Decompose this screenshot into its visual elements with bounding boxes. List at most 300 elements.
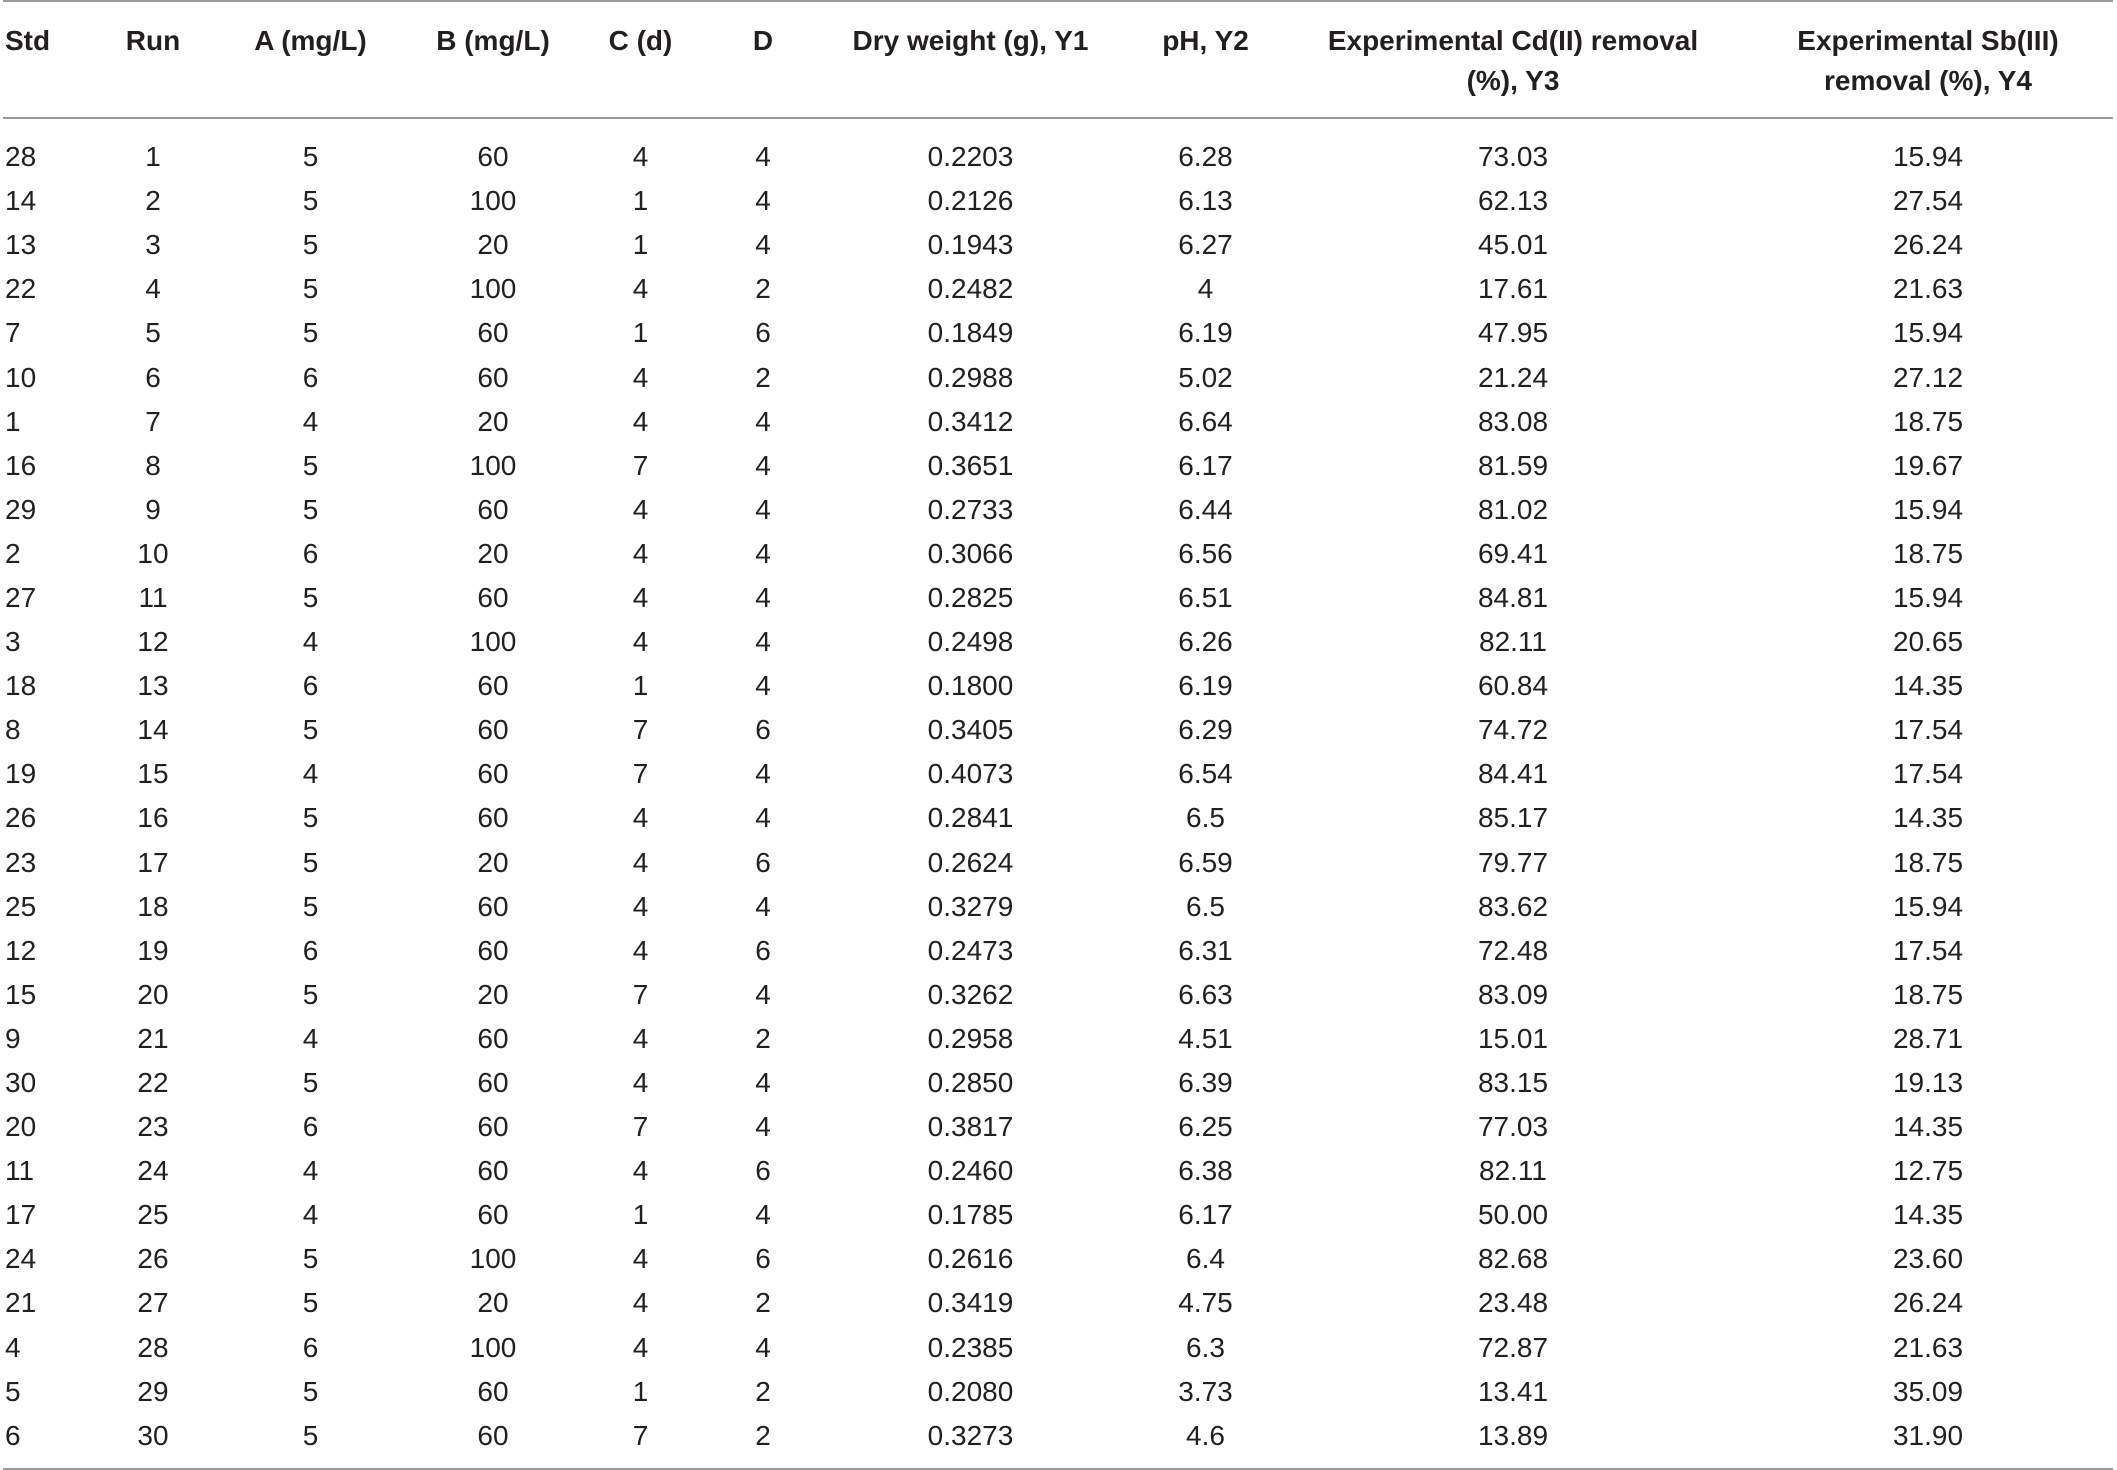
table-body — [3, 118, 2113, 1469]
table-cell-d: 2 — [755, 361, 771, 393]
table-cell-c: 4 — [632, 361, 649, 393]
table-cell-a: 5 — [302, 802, 319, 834]
table-cell-ph-y2: 6.28 — [1178, 141, 1233, 173]
table-row — [3, 1414, 2113, 1469]
table-cell-run: 13 — [137, 670, 169, 702]
table-cell-ph-y2: 6.19 — [1178, 670, 1233, 702]
table-cell-std: 28 — [5, 141, 37, 173]
table-row — [3, 664, 2113, 708]
table-cell-a: 4 — [302, 1199, 319, 1231]
table-cell-cd-removal-y3: 83.15 — [1477, 1067, 1549, 1099]
table-cell-ph-y2: 4 — [1197, 273, 1214, 305]
table-row — [3, 1370, 2113, 1414]
table-cell-std: 21 — [5, 1287, 37, 1319]
table-cell-cd-removal-y3: 83.09 — [1477, 978, 1549, 1010]
table-cell-b: 100 — [469, 626, 517, 658]
table-cell-a: 5 — [302, 141, 319, 173]
table-cell-run: 8 — [145, 449, 161, 481]
table-cell-b: 60 — [477, 934, 509, 966]
table-cell-b: 60 — [477, 1022, 509, 1054]
table-cell-cd-removal-y3: 84.41 — [1477, 758, 1549, 790]
table-cell-a: 5 — [302, 1243, 319, 1275]
table-cell-run: 24 — [137, 1155, 169, 1187]
table-cell-a: 6 — [302, 934, 319, 966]
table-cell-b: 60 — [477, 1375, 509, 1407]
table-cell-run: 14 — [137, 714, 169, 746]
table-cell-a: 6 — [302, 1331, 319, 1363]
table-cell-sb-removal-y4: 17.54 — [1892, 758, 1964, 790]
table-cell-ph-y2: 6.3 — [1186, 1331, 1225, 1363]
table-cell-std: 12 — [5, 934, 37, 966]
table-cell-cd-removal-y3: 13.41 — [1477, 1375, 1549, 1407]
table-cell-c: 7 — [632, 714, 649, 746]
table-row — [3, 841, 2113, 885]
table-row — [3, 118, 2113, 179]
table-cell-b: 60 — [477, 581, 509, 613]
table-cell-std: 22 — [5, 273, 37, 305]
table-cell-d: 6 — [755, 846, 771, 878]
table-cell-run: 19 — [137, 934, 169, 966]
table-cell-dry-weight-y1: 0.2126 — [927, 185, 1014, 217]
table-cell-cd-removal-y3: 84.81 — [1477, 581, 1549, 613]
table-cell-cd-removal-y3: 83.08 — [1477, 405, 1549, 437]
table-header — [3, 1, 2113, 118]
table-cell-ph-y2: 3.73 — [1178, 1375, 1233, 1407]
table-cell-d: 4 — [755, 229, 771, 261]
table-cell-std: 5 — [5, 1375, 21, 1407]
table-cell-cd-removal-y3: 72.48 — [1477, 934, 1549, 966]
table-cell-d: 6 — [755, 934, 771, 966]
table-cell-b: 60 — [477, 493, 509, 525]
table-cell-c: 4 — [632, 1022, 649, 1054]
table-cell-cd-removal-y3: 45.01 — [1477, 229, 1549, 261]
table-cell-cd-removal-y3: 82.11 — [1479, 626, 1547, 658]
table-cell-std: 23 — [5, 846, 37, 878]
table-cell-d: 4 — [755, 141, 771, 173]
table-cell-cd-removal-y3: 17.61 — [1477, 273, 1549, 305]
table-cell-b: 100 — [469, 1331, 517, 1363]
table-cell-a: 5 — [302, 273, 319, 305]
table-cell-d: 4 — [755, 978, 771, 1010]
table-cell-d: 4 — [755, 626, 771, 658]
table-cell-a: 5 — [302, 581, 319, 613]
table-cell-d: 4 — [755, 493, 771, 525]
table-cell-dry-weight-y1: 0.2616 — [927, 1243, 1014, 1275]
table-row — [3, 752, 2113, 796]
column-header-cd-removal-y3: Experimental Cd(II) removal (%), Y3 — [1283, 1, 1743, 118]
table-row — [3, 929, 2113, 973]
table-cell-c: 1 — [632, 670, 649, 702]
table-cell-dry-weight-y1: 0.2385 — [927, 1331, 1014, 1363]
table-cell-dry-weight-y1: 0.3273 — [813, 1414, 1128, 1469]
table-cell-c: 4 — [632, 141, 649, 173]
table-cell-cd-removal-y3: 74.72 — [1477, 714, 1549, 746]
table-cell-cd-removal-y3: 82.11 — [1479, 1155, 1547, 1187]
column-header-sb-removal-y4: Experimental Sb(III) removal (%), Y4 — [1743, 1, 2113, 118]
table-cell-c: 7 — [568, 1414, 713, 1469]
table-cell-b: 60 — [477, 141, 509, 173]
table-cell-d: 4 — [755, 1199, 771, 1231]
table-cell-std: 25 — [5, 890, 37, 922]
table-cell-c: 4 — [632, 581, 649, 613]
table-cell-sb-removal-y4: 14.35 — [1892, 1111, 1964, 1143]
table-cell-dry-weight-y1: 0.3066 — [927, 537, 1014, 569]
table-cell-ph-y2: 6.25 — [1178, 1111, 1233, 1143]
table-row — [3, 1149, 2113, 1193]
table-cell-std: 17 — [5, 1199, 37, 1231]
table-cell-c: 1 — [632, 1199, 649, 1231]
table-cell-d: 6 — [755, 1155, 771, 1187]
table-cell-c: 4 — [632, 846, 649, 878]
table-cell-run: 26 — [137, 1243, 169, 1275]
table-cell-ph-y2: 6.13 — [1178, 185, 1233, 217]
table-cell-b: 20 — [477, 1287, 509, 1319]
table-cell-run: 22 — [137, 1067, 169, 1099]
table-cell-std: 24 — [5, 1243, 37, 1275]
column-header-a: A (mg/L) — [203, 1, 418, 118]
table-cell-a: 5 — [203, 1414, 418, 1469]
table-cell-run: 7 — [145, 405, 161, 437]
table-cell-sb-removal-y4: 18.75 — [1892, 405, 1964, 437]
table-cell-c: 7 — [632, 449, 649, 481]
table-cell-ph-y2: 4.75 — [1178, 1287, 1233, 1319]
table-cell-run: 12 — [137, 626, 169, 658]
column-header-c: C (d) — [568, 1, 713, 118]
table-cell-cd-removal-y3: 72.87 — [1477, 1331, 1549, 1363]
header-row — [3, 1, 2113, 118]
table-cell-sb-removal-y4: 12.75 — [1892, 1155, 1964, 1187]
table-cell-ph-y2: 6.17 — [1178, 1199, 1233, 1231]
table-cell-cd-removal-y3: 81.59 — [1477, 449, 1549, 481]
table-cell-run: 4 — [145, 273, 161, 305]
table-cell-cd-removal-y3: 81.02 — [1477, 493, 1549, 525]
table-row — [3, 1017, 2113, 1061]
table-cell-c: 4 — [632, 537, 649, 569]
table-cell-ph-y2: 6.59 — [1178, 846, 1233, 878]
table-row — [3, 267, 2113, 311]
table-cell-std: 14 — [5, 185, 37, 217]
table-row — [3, 355, 2113, 399]
table-cell-ph-y2: 6.44 — [1178, 493, 1233, 525]
table-cell-sb-removal-y4: 18.75 — [1892, 846, 1964, 878]
table-cell-ph-y2: 6.27 — [1178, 229, 1233, 261]
table-cell-c: 1 — [632, 185, 649, 217]
table-cell-dry-weight-y1: 0.2473 — [927, 934, 1014, 966]
table-cell-dry-weight-y1: 0.4073 — [927, 758, 1014, 790]
table-cell-a: 4 — [302, 405, 319, 437]
table-cell-dry-weight-y1: 0.2841 — [927, 802, 1014, 834]
table-cell-sb-removal-y4: 14.35 — [1892, 1199, 1964, 1231]
table-cell-ph-y2: 6.39 — [1178, 1067, 1233, 1099]
table-cell-sb-removal-y4: 15.94 — [1892, 581, 1964, 613]
table-cell-ph-y2: 6.51 — [1178, 581, 1233, 613]
table-row — [3, 532, 2113, 576]
table-cell-sb-removal-y4: 14.35 — [1892, 670, 1964, 702]
table-cell-cd-removal-y3: 21.24 — [1477, 361, 1549, 393]
column-header-dry-weight-y1: Dry weight (g), Y1 — [813, 1, 1128, 118]
table-cell-std: 20 — [5, 1111, 37, 1143]
table-cell-a: 5 — [302, 1287, 319, 1319]
table-cell-sb-removal-y4: 19.67 — [1892, 449, 1964, 481]
table-cell-dry-weight-y1: 0.2733 — [927, 493, 1014, 525]
table-cell-ph-y2: 6.26 — [1178, 626, 1233, 658]
table-row — [3, 1061, 2113, 1105]
table-cell-b: 20 — [477, 405, 509, 437]
table-cell-d: 4 — [755, 670, 771, 702]
table-cell-dry-weight-y1: 0.2080 — [927, 1375, 1014, 1407]
table-cell-cd-removal-y3: 60.84 — [1477, 670, 1549, 702]
table-cell-d: 4 — [755, 802, 771, 834]
table-cell-d: 4 — [755, 581, 771, 613]
table-cell-sb-removal-y4: 17.54 — [1892, 934, 1964, 966]
table-cell-dry-weight-y1: 0.1800 — [927, 670, 1014, 702]
table-row — [3, 400, 2113, 444]
table-cell-d: 4 — [755, 890, 771, 922]
table-cell-b: 60 — [477, 802, 509, 834]
table-cell-run: 30 — [103, 1414, 203, 1469]
table-cell-b: 20 — [477, 537, 509, 569]
table-cell-cd-removal-y3: 77.03 — [1477, 1111, 1549, 1143]
table-cell-ph-y2: 6.17 — [1178, 449, 1233, 481]
table-cell-dry-weight-y1: 0.3419 — [927, 1287, 1014, 1319]
table-cell-b: 60 — [477, 1111, 509, 1143]
table-cell-dry-weight-y1: 0.2460 — [927, 1155, 1014, 1187]
table-cell-run: 3 — [145, 229, 161, 261]
table-cell-a: 5 — [302, 978, 319, 1010]
table-cell-c: 4 — [632, 626, 649, 658]
table-cell-c: 7 — [632, 978, 649, 1010]
table-row — [3, 796, 2113, 840]
table-cell-cd-removal-y3: 23.48 — [1477, 1287, 1549, 1319]
table-cell-b: 60 — [477, 1155, 509, 1187]
table-cell-run: 20 — [137, 978, 169, 1010]
table-cell-b: 100 — [469, 185, 517, 217]
table-cell-run: 11 — [138, 581, 168, 613]
table-cell-b: 60 — [477, 1199, 509, 1231]
table-cell-sb-removal-y4: 27.12 — [1892, 361, 1964, 393]
table-cell-dry-weight-y1: 0.2850 — [927, 1067, 1014, 1099]
table-row — [3, 1193, 2113, 1237]
table-cell-d: 2 — [755, 1375, 771, 1407]
table-cell-sb-removal-y4: 15.94 — [1892, 493, 1964, 525]
table-cell-d: 6 — [755, 1243, 771, 1275]
table-row — [3, 1326, 2113, 1370]
table-cell-c: 1 — [632, 317, 649, 349]
table-cell-b: 20 — [477, 846, 509, 878]
table-cell-dry-weight-y1: 0.1785 — [927, 1199, 1014, 1231]
table-cell-a: 4 — [302, 626, 319, 658]
table-cell-dry-weight-y1: 0.3412 — [927, 405, 1014, 437]
table-cell-c: 4 — [632, 802, 649, 834]
column-header-ph-y2: pH, Y2 — [1128, 1, 1283, 118]
table-cell-ph-y2: 6.63 — [1178, 978, 1233, 1010]
table-cell-sb-removal-y4: 15.94 — [1892, 890, 1964, 922]
table-cell-std: 15 — [5, 978, 37, 1010]
table-cell-a: 6 — [302, 537, 319, 569]
table-cell-run: 5 — [145, 317, 161, 349]
table-cell-std: 30 — [5, 1067, 37, 1099]
table-cell-run: 18 — [137, 890, 169, 922]
table-cell-ph-y2: 6.56 — [1178, 537, 1233, 569]
table-cell-b: 60 — [477, 317, 509, 349]
column-header-run: Run — [103, 1, 203, 118]
table-cell-b: 100 — [469, 449, 517, 481]
table-cell-run: 9 — [145, 493, 161, 525]
table-row — [3, 973, 2113, 1017]
table-row — [3, 576, 2113, 620]
table-cell-dry-weight-y1: 0.2498 — [927, 626, 1014, 658]
table-cell-std: 29 — [5, 493, 37, 525]
table-cell-run: 10 — [137, 537, 169, 569]
table-cell-ph-y2: 6.5 — [1186, 802, 1225, 834]
table-cell-ph-y2: 6.19 — [1178, 317, 1233, 349]
table-cell-cd-removal-y3: 15.01 — [1477, 1022, 1549, 1054]
table-cell-cd-removal-y3: 62.13 — [1477, 185, 1549, 217]
table-cell-b: 100 — [469, 273, 517, 305]
table-cell-run: 17 — [137, 846, 169, 878]
table-cell-d: 4 — [755, 185, 771, 217]
table-cell-ph-y2: 6.29 — [1178, 714, 1233, 746]
table-cell-b: 60 — [477, 890, 509, 922]
table-cell-ph-y2: 6.54 — [1178, 758, 1233, 790]
table-cell-dry-weight-y1: 0.1943 — [927, 229, 1014, 261]
table-cell-d: 6 — [755, 714, 771, 746]
table-cell-cd-removal-y3: 69.41 — [1477, 537, 1549, 569]
table-cell-b: 60 — [418, 1414, 568, 1469]
table-cell-d: 2 — [755, 1022, 771, 1054]
table-row — [3, 1237, 2113, 1281]
table-row — [3, 885, 2113, 929]
table-cell-c: 4 — [632, 1287, 649, 1319]
table-cell-std: 18 — [5, 670, 37, 702]
table-cell-c: 4 — [632, 1331, 649, 1363]
table-cell-d: 4 — [755, 1067, 771, 1099]
table-cell-ph-y2: 6.4 — [1186, 1243, 1225, 1275]
table-cell-dry-weight-y1: 0.3405 — [927, 714, 1014, 746]
table-cell-run: 21 — [137, 1022, 169, 1054]
table-cell-ph-y2: 4.6 — [1128, 1414, 1283, 1469]
table-cell-std: 27 — [5, 581, 37, 613]
table-cell-b: 60 — [477, 758, 509, 790]
table-cell-dry-weight-y1: 0.2203 — [927, 141, 1014, 173]
table-cell-sb-removal-y4: 21.63 — [1892, 1331, 1964, 1363]
table-row — [3, 311, 2113, 355]
table-cell-c: 4 — [632, 934, 649, 966]
table-cell-a: 5 — [302, 846, 319, 878]
table-cell-std: 2 — [5, 537, 21, 569]
table-cell-d: 2 — [755, 273, 771, 305]
table-cell-d: 2 — [755, 1287, 771, 1319]
table-cell-c: 4 — [632, 1155, 649, 1187]
table-row — [3, 179, 2113, 223]
table-cell-sb-removal-y4: 21.63 — [1892, 273, 1964, 305]
table-cell-a: 6 — [302, 670, 319, 702]
table-cell-ph-y2: 4.51 — [1178, 1022, 1233, 1054]
table-cell-a: 5 — [302, 229, 319, 261]
table-cell-b: 60 — [477, 714, 509, 746]
table-cell-b: 60 — [477, 1067, 509, 1099]
table-cell-sb-removal-y4: 28.71 — [1892, 1022, 1964, 1054]
table-cell-sb-removal-y4: 26.24 — [1892, 229, 1964, 261]
table-cell-sb-removal-y4: 19.13 — [1892, 1067, 1964, 1099]
table-cell-a: 5 — [302, 1067, 319, 1099]
table-cell-sb-removal-y4: 23.60 — [1892, 1243, 1964, 1275]
table-row — [3, 488, 2113, 532]
table-cell-ph-y2: 6.64 — [1178, 405, 1233, 437]
table-cell-sb-removal-y4: 15.94 — [1892, 317, 1964, 349]
table-cell-cd-removal-y3: 82.68 — [1477, 1243, 1549, 1275]
table-cell-a: 5 — [302, 1375, 319, 1407]
table-row — [3, 708, 2113, 752]
table-cell-dry-weight-y1: 0.3279 — [927, 890, 1014, 922]
table-cell-a: 5 — [302, 890, 319, 922]
table-cell-sb-removal-y4: 31.90 — [1743, 1414, 2113, 1469]
table-cell-std: 26 — [5, 802, 37, 834]
table-cell-run: 28 — [137, 1331, 169, 1363]
table-cell-cd-removal-y3: 73.03 — [1477, 141, 1549, 173]
table-cell-dry-weight-y1: 0.3651 — [927, 449, 1014, 481]
table-cell-std: 6 — [3, 1414, 103, 1469]
column-header-b: B (mg/L) — [418, 1, 568, 118]
table-row — [3, 223, 2113, 267]
table-row — [3, 1105, 2113, 1149]
table-cell-std: 10 — [5, 361, 37, 393]
table-cell-sb-removal-y4: 15.94 — [1892, 141, 1964, 173]
table-cell-d: 4 — [755, 405, 771, 437]
table-cell-std: 3 — [5, 626, 21, 658]
table-cell-run: 6 — [145, 361, 161, 393]
table-cell-dry-weight-y1: 0.1849 — [927, 317, 1014, 349]
table-cell-dry-weight-y1: 0.3817 — [927, 1111, 1014, 1143]
table-cell-run: 29 — [137, 1375, 169, 1407]
table-cell-cd-removal-y3: 85.17 — [1477, 802, 1549, 834]
table-row — [3, 444, 2113, 488]
table-cell-d: 4 — [755, 1111, 771, 1143]
table-cell-sb-removal-y4: 17.54 — [1892, 714, 1964, 746]
table-cell-dry-weight-y1: 0.3262 — [927, 978, 1014, 1010]
table-cell-a: 5 — [302, 449, 319, 481]
table-cell-c: 4 — [632, 405, 649, 437]
column-header-d: D — [713, 1, 813, 118]
table-cell-cd-removal-y3: 79.77 — [1477, 846, 1549, 878]
table-cell-c: 4 — [632, 890, 649, 922]
table-cell-a: 5 — [302, 714, 319, 746]
table-cell-std: 9 — [5, 1022, 21, 1054]
table-cell-a: 6 — [302, 1111, 319, 1143]
table-cell-sb-removal-y4: 27.54 — [1892, 185, 1964, 217]
table-cell-d: 4 — [755, 758, 771, 790]
table-cell-std: 11 — [5, 1155, 35, 1187]
table-cell-cd-removal-y3: 50.00 — [1477, 1199, 1549, 1231]
table-cell-std: 1 — [5, 405, 21, 437]
table-cell-a: 5 — [302, 185, 319, 217]
table-cell-cd-removal-y3: 13.89 — [1283, 1414, 1743, 1469]
table-cell-c: 7 — [632, 758, 649, 790]
table-cell-a: 6 — [302, 361, 319, 393]
table-cell-c: 1 — [632, 229, 649, 261]
table-cell-ph-y2: 6.5 — [1186, 890, 1225, 922]
table-cell-a: 5 — [302, 317, 319, 349]
table-cell-dry-weight-y1: 0.2825 — [927, 581, 1014, 613]
table-cell-std: 8 — [5, 714, 21, 746]
column-header-std: Std — [3, 1, 103, 118]
table-cell-d: 4 — [755, 537, 771, 569]
table-cell-run: 23 — [137, 1111, 169, 1143]
experimental-design-table — [3, 0, 2113, 1470]
table-cell-sb-removal-y4: 18.75 — [1892, 978, 1964, 1010]
table-cell-b: 60 — [477, 361, 509, 393]
table-cell-b: 20 — [477, 978, 509, 1010]
